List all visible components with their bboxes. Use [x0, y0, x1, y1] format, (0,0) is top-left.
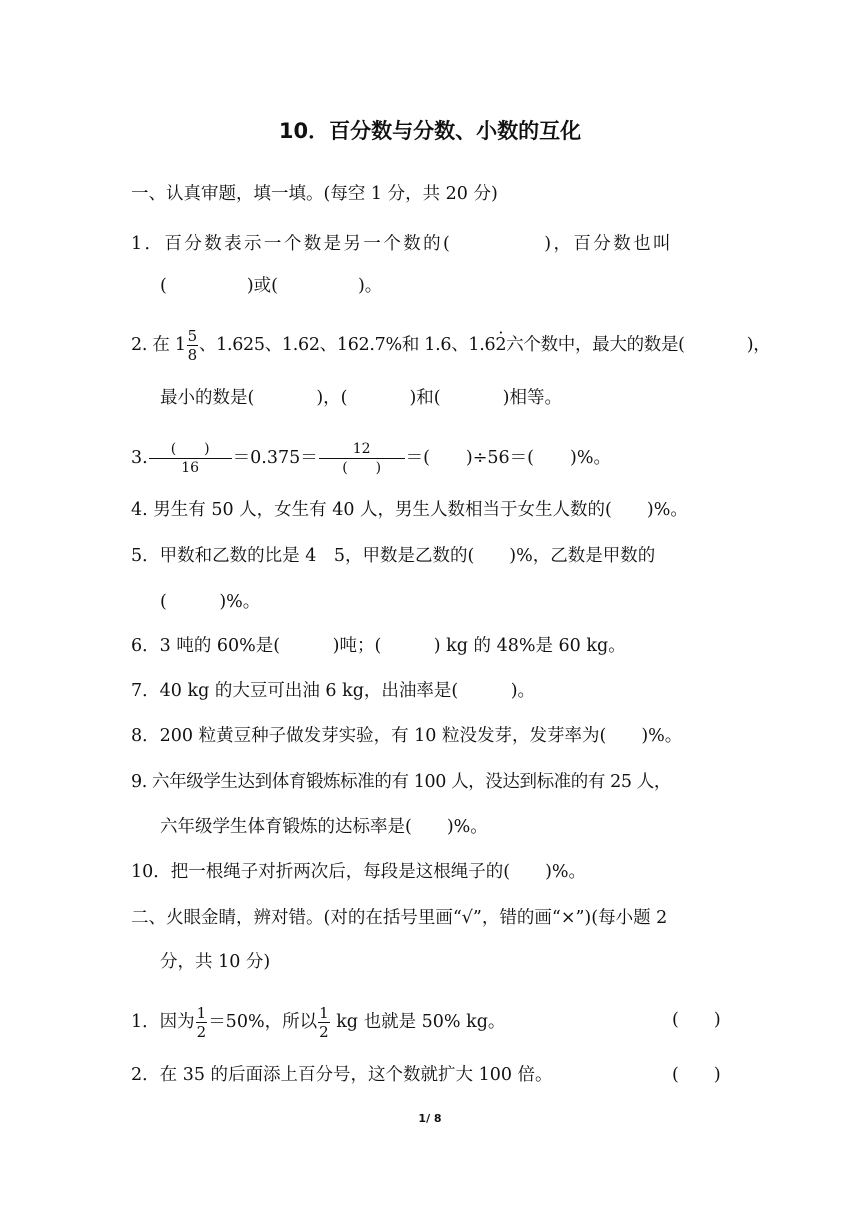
question-10: 10．把一根绳子对折两次后，每段是这根绳子的( )%。: [131, 862, 587, 882]
fraction-1-2-a: $\frac{1}{2}$: [196, 1004, 207, 1041]
repeating-digit: 2 ·: [495, 335, 506, 355]
fraction-1-2-b: $\frac{1}{2}$: [319, 1004, 329, 1041]
question-6: 6．3 吨的 60%是( )吨；( ) kg 的 48%是 60 kg。: [131, 636, 626, 656]
page-title: 10．百分数与分数、小数的互化: [278, 119, 582, 143]
question-1-line1: 1．百分数表示一个数是另一个数的( )，百分数也叫: [131, 234, 673, 254]
question-9-line1: 9. 六年级学生达到体育锻炼标准的有 100 人，没达到标准的有 25 人，: [131, 772, 671, 792]
question-3: 3. $\frac{( )}{16}$ ＝0.375＝ $\frac{12}{( )}$ ＝( )÷56＝( )%。: [131, 441, 611, 476]
question-5-line1: 5．甲数和乙数的比是 4 5，甲数是乙数的( )%，乙数是甲数的: [131, 546, 656, 566]
question-9-line2: 六年级学生体育锻炼的达标率是( )%。: [160, 817, 488, 837]
section2-heading-line2: 分，共 10 分): [160, 952, 271, 972]
question-7: 7．40 kg 的大豆可出油 6 kg，出油率是( )。: [131, 681, 536, 701]
question-2-line2: 最小的数是( )，( )和( )相等。: [160, 388, 562, 408]
judgement-question-1: 1．因为 $\frac{1}{2}$ ＝50%，所以 $\frac{1}{2}$ kg 也就是 50% kg。: [131, 1004, 506, 1041]
fraction-blank-16: $\frac{( )}{16}$: [149, 440, 232, 477]
answer-paren-1[interactable]: ( ): [672, 1010, 721, 1030]
question-4: 4. 男生有 50 人，女生有 40 人，男生人数相当于女生人数的( )%。: [131, 500, 688, 520]
judgement-question-2: 2．在 35 的后面添上百分号，这个数就扩大 100 倍。: [131, 1065, 553, 1085]
question-1-line2: ( )或( )。: [160, 276, 383, 296]
section1-heading: 一、认真审题，填一填。(每空 1 分，共 20 分): [131, 184, 498, 204]
question-8: 8．200 粒黄豆种子做发芽实验，有 10 粒没发芽，发芽率为( )%。: [131, 726, 683, 746]
question-2-line1: 2. 在 1 $\frac{5}{8}$ 、1.625、1.62、162.7%和 1.6、1.62 ·六个数中，最大的数是( )，: [131, 327, 770, 364]
question-5-line2: ( )%。: [160, 592, 261, 612]
fraction-12-blank: $\frac{12}{( )}$: [319, 440, 405, 477]
section2-heading-line1: 二、火眼金睛，辨对错。(对的在括号里画“√”，错的画“×”)(每小题 2: [131, 908, 668, 928]
fraction-5-8: $\frac{5}{8}$: [187, 327, 197, 364]
answer-paren-2[interactable]: ( ): [672, 1065, 721, 1085]
page-number: 1/ 8: [418, 1112, 442, 1125]
